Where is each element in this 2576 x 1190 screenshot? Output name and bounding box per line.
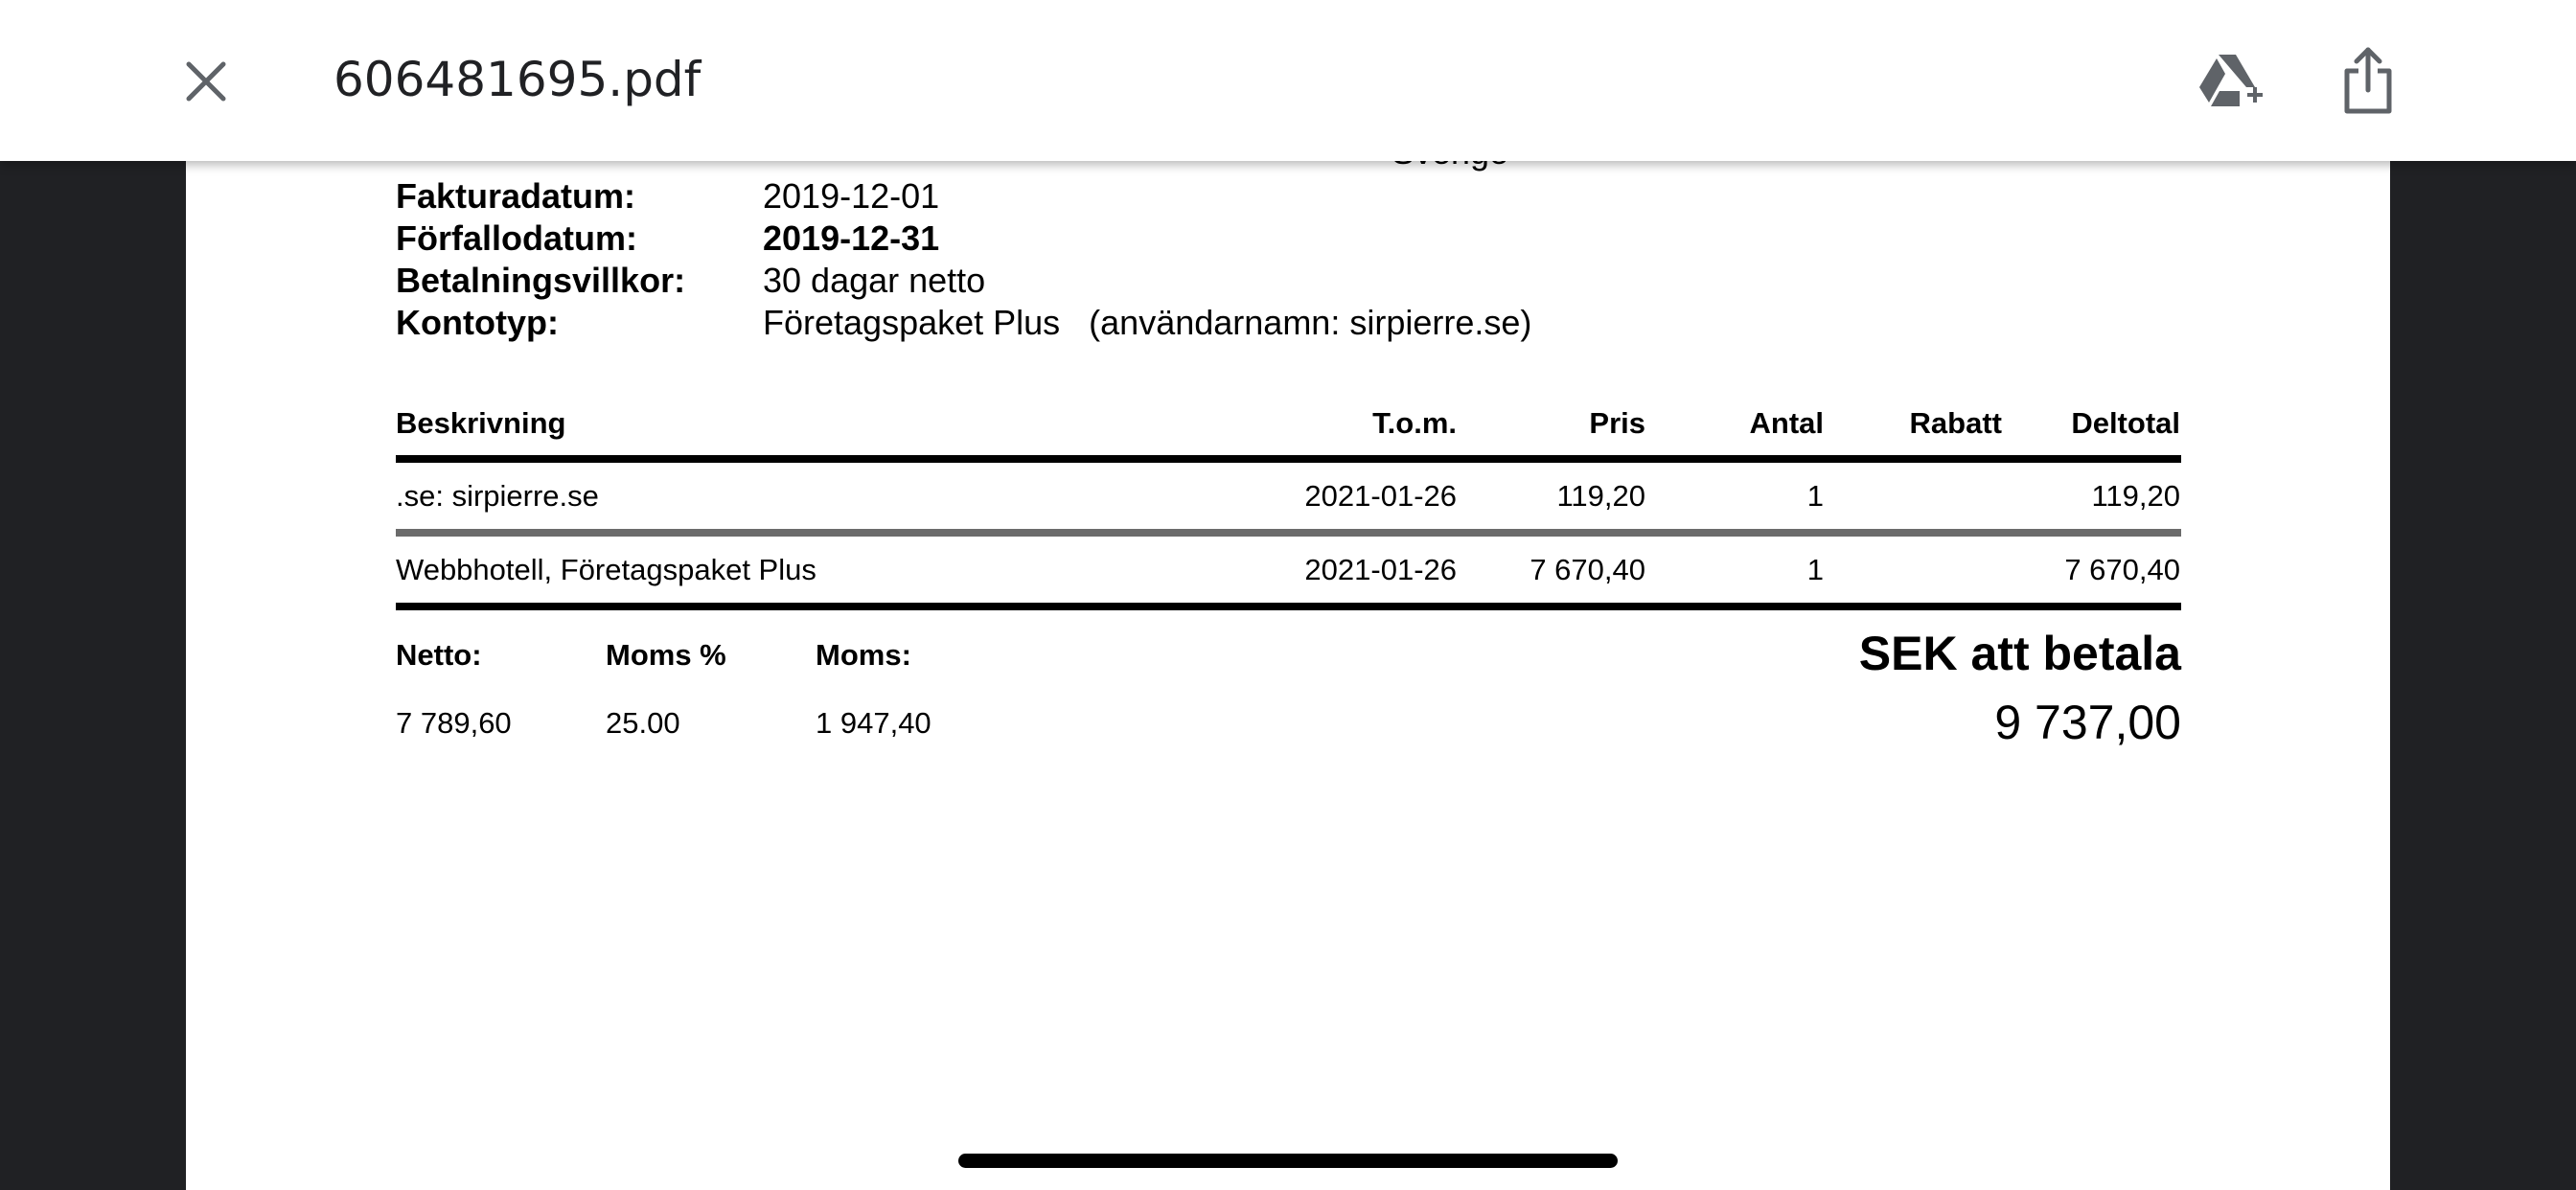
header-tom: T.o.m. xyxy=(1372,406,1457,440)
row-tom: 2021-01-26 xyxy=(1304,553,1457,586)
header-discount: Rabatt xyxy=(1909,406,2002,440)
total-label: SEK att betala xyxy=(1858,627,2181,680)
due-date-label: Förfallodatum: xyxy=(396,218,637,258)
close-button[interactable] xyxy=(172,48,240,115)
row-price: 119,20 xyxy=(1556,479,1645,513)
row-description: Webbhotell, Företagspaket Plus xyxy=(396,553,816,586)
vat-value: 1 947,40 xyxy=(816,706,932,740)
add-to-drive-button[interactable] xyxy=(2195,46,2267,119)
due-date-value: 2019-12-31 xyxy=(763,218,940,258)
vat-rate-value: 25.00 xyxy=(606,706,680,740)
row-price: 7 670,40 xyxy=(1530,553,1645,586)
row-description: .se: sirpierre.se xyxy=(396,479,599,513)
account-type-value: Företagspaket Plus (användarnamn: sirpierre.se) xyxy=(763,303,1532,342)
header-price: Pris xyxy=(1589,406,1645,440)
account-type-label: Kontotyp: xyxy=(396,303,559,342)
invoice-date-label: Fakturadatum: xyxy=(396,176,636,216)
header-quantity: Antal xyxy=(1749,406,1824,440)
row-subtotal: 119,20 xyxy=(2091,479,2180,513)
share-icon xyxy=(2341,46,2395,115)
row-subtotal: 7 670,40 xyxy=(2064,553,2180,586)
share-button[interactable] xyxy=(2334,42,2402,119)
table-header-rule xyxy=(396,455,2181,463)
vat-rate-label: Moms % xyxy=(606,638,726,672)
vat-label: Moms: xyxy=(816,638,911,672)
header-description: Beskrivning xyxy=(396,406,566,440)
header-subtotal: Deltotal xyxy=(2071,406,2180,440)
add-to-drive-icon xyxy=(2197,53,2265,112)
invoice-date-value: 2019-12-01 xyxy=(763,176,940,216)
table-row-divider xyxy=(396,529,2181,537)
file-title: 606481695.pdf xyxy=(334,52,702,107)
row-tom: 2021-01-26 xyxy=(1304,479,1457,513)
total-amount: 9 737,00 xyxy=(1994,696,2181,749)
payment-terms-label: Betalningsvillkor: xyxy=(396,261,686,300)
home-indicator[interactable] xyxy=(958,1154,1618,1168)
net-label: Netto: xyxy=(396,638,482,672)
payment-terms-value: 30 dagar netto xyxy=(763,261,986,300)
row-quantity: 1 xyxy=(1806,479,1824,513)
table-bottom-rule xyxy=(396,603,2181,610)
net-value: 7 789,60 xyxy=(396,706,512,740)
close-icon xyxy=(183,58,229,104)
viewer-toolbar xyxy=(0,0,2576,161)
row-quantity: 1 xyxy=(1806,553,1824,586)
